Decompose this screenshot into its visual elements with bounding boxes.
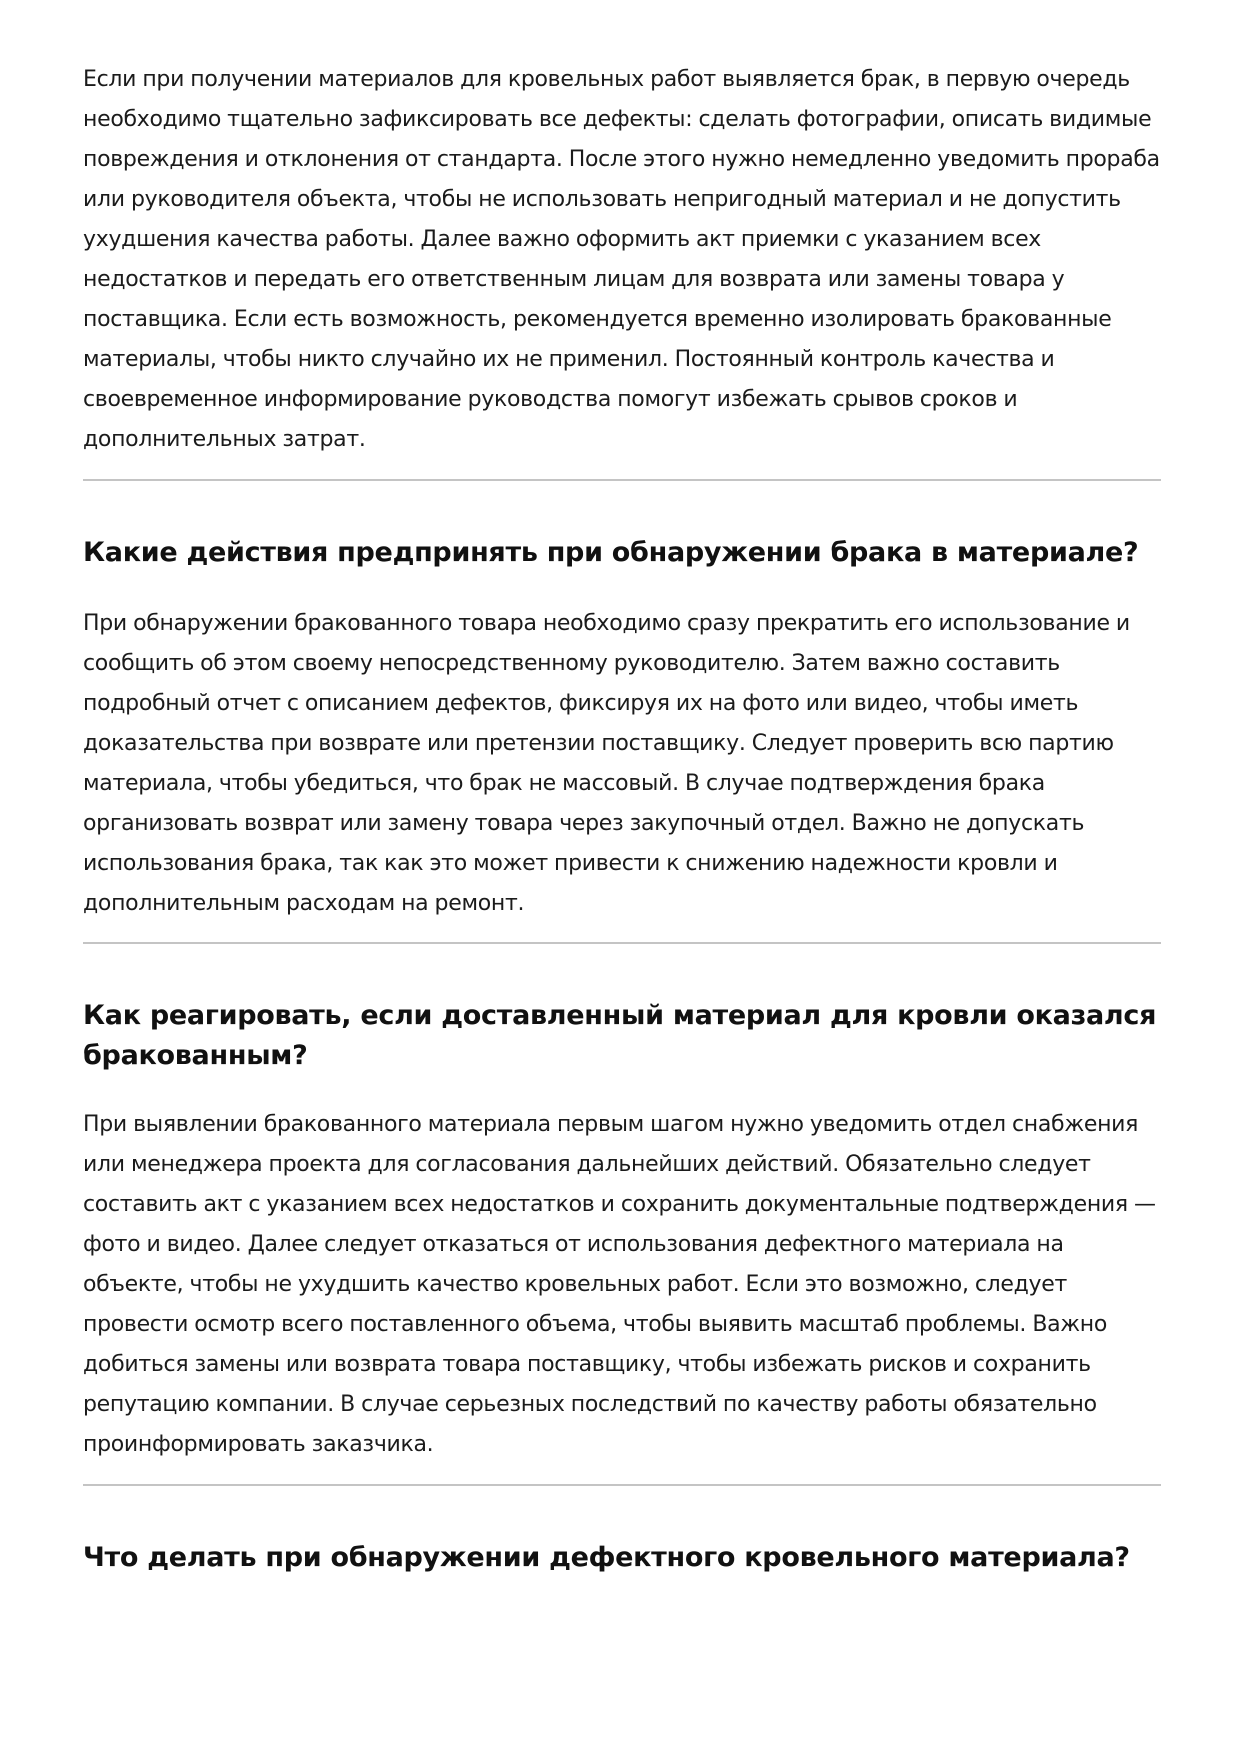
section-heading-delivered-defective: Как реагировать, если доставленный материал для кровли оказался бракованным? <box>83 1000 1157 1071</box>
section-heading-defective-roofing: Что делать при обнаружении дефектного кровельного материала? <box>83 1542 1130 1573</box>
section-divider <box>83 1484 1161 1486</box>
document-page <box>83 60 1161 1578</box>
section-heading-defect-actions: Какие действия предпринять при обнаружении брака в материале? <box>83 537 1139 568</box>
intro-paragraph: Если при получении материалов для кровельных работ выявляется брак, в первую очередь необходимо тщательно зафиксировать все дефекты: сделать фотографии, описать видимые повреждения и отклонения от стандарта. После этого нужно немедленно уведомить прораба или руководителя объекта, чтобы не использовать непригодный материал и не допустить ухудшения качества работы. Далее важно оформить акт приемки с указанием всех недостатков и передать его ответственным лицам для возврата или замены товара у поставщика. Если есть возможность, рекомендуется временно изолировать бракованные материалы, чтобы никто случайно их не применил. Постоянный контроль качества и своевременное информирование руководства помогут избежать срывов сроков и дополнительных затрат. <box>83 67 1160 452</box>
section-divider <box>83 479 1161 481</box>
section-paragraph-delivered-defective: При выявлении бракованного материала первым шагом нужно уведомить отдел снабжения или менеджера проекта для согласования дальнейших действий. Обязательно следует составить акт с указанием всех недостатков и сохранить документальные подтверждения — фото и видео. Далее следует отказаться от использования дефектного материала на объекте, чтобы не ухудшить качество кровельных работ. Если это возможно, следует провести осмотр всего поставленного объема, чтобы выявить масштаб проблемы. Важно добиться замены или возврата товара поставщику, чтобы избежать рисков и сохранить репутацию компании. В случае серьезных последствий по качеству работы обязательно проинформировать заказчика. <box>83 1112 1156 1457</box>
section-divider <box>83 942 1161 944</box>
section-paragraph-defect-actions: При обнаружении бракованного товара необходимо сразу прекратить его использование и сообщить об этом своему непосредственному руководителю. Затем важно составить подробный отчет с описанием дефектов, фиксируя их на фото или видео, чтобы иметь доказательства при возврате или претензии поставщику. Следует проверить всю партию материала, чтобы убедиться, что брак не массовый. В случае подтверждения брака организовать возврат или замену товара через закупочный отдел. Важно не допускать использования брака, так как это может привести к снижению надежности кровли и дополнительным расходам на ремонт. <box>83 611 1130 916</box>
